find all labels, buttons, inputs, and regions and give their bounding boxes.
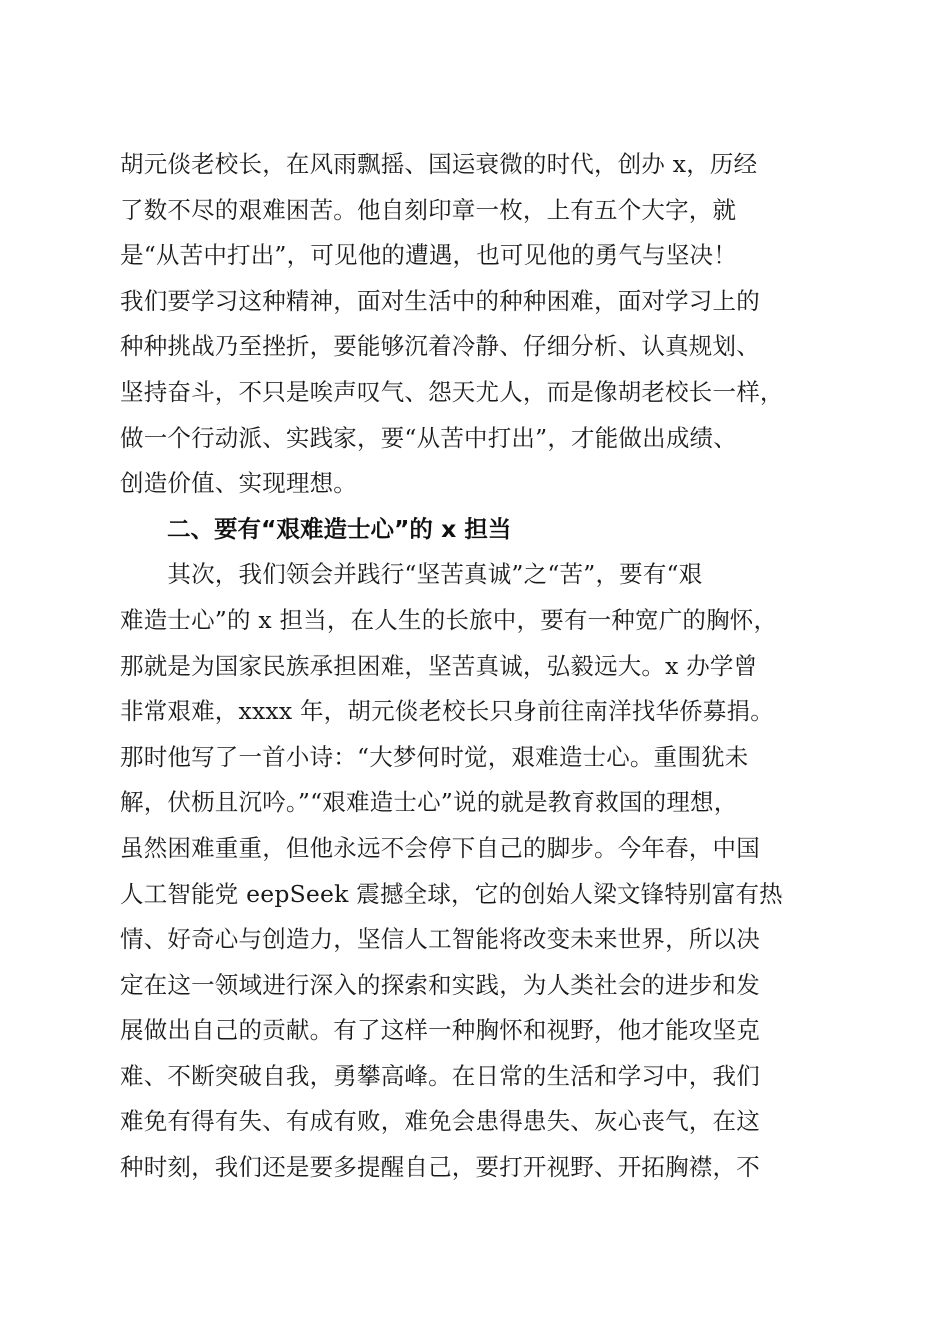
text-line: 坚持奋斗，不只是唉声叹气、怨天尤人，而是像胡老校长一样， [120,377,784,406]
text-line: 定在这一领域进行深入的探索和实践，为人类社会的进步和发 [120,970,760,999]
paragraph-2 [120,552,836,1190]
text-line: 了数不尽的艰难困苦。他自刻印章一枚，上有五个大字，就 [120,195,737,224]
text-line: 难、不断突破自我，勇攀高峰。在日常的生活和学习中，我们 [120,1061,760,1090]
text-line: 人工智能党 eepSeek 震撼全球，它的创始人梁文锋特别富有热 [120,879,783,908]
text-line: 创造价值、实现理想。 [120,469,357,498]
text-line: 难免有得有失、有成有败，难免会患得患失、灰心丧气，在这 [120,1107,760,1136]
text-line: 情、好奇心与创造力，坚信人工智能将改变未来世界，所以决 [120,925,760,954]
text-line: 非常艰难，xxxx 年，胡元倓老校长只身前往南洋找华侨募捐。 [120,697,774,726]
text-line: 我们要学习这种精神，面对生活中的种种困难，面对学习上的 [120,286,760,315]
text-line: 那就是为国家民族承担困难，坚苦真诚，弘毅远大。x 办学曾 [120,651,758,680]
text-line: 其次，我们领会并践行“坚苦真诚”之“苦”，要有“艰 [120,560,703,589]
text-line: 做一个行动派、实践家，要“从苦中打出”，才能做出成绩、 [120,423,737,452]
text-line: 是“从苦中打出”，可见他的遭遇，也可见他的勇气与坚决！ [120,241,737,270]
text-line: 那时他写了一首小诗：“大梦何时觉，艰难造士心。重围犹未 [120,742,749,771]
text-line: 展做出自己的贡献。有了这样一种胸怀和视野，他才能攻坚克 [120,1016,760,1045]
document-body [120,142,836,1191]
text-line: 解，伏枥且沉吟。”“艰难造士心”说的就是教育救国的理想， [120,788,738,817]
text-line: 难造士心”的 x 担当，在人生的长旅中，要有一种宽广的胸怀， [120,605,778,634]
text-line: 胡元倓老校长，在风雨飘摇、国运衰微的时代，创办 x，历经 [120,150,758,178]
text-line: 种时刻，我们还是要多提醒自己，要打开视野、开拓胸襟，不 [120,1153,760,1182]
paragraph-1 [120,142,836,507]
text-line: 种种挑战乃至挫折，要能够沉着冷静、仔细分析、认真规划、 [120,332,760,361]
text-line: 虽然困难重重，但他永远不会停下自己的脚步。今年春，中国 [120,833,760,862]
section-heading: 二、要有“艰难造士心”的 x 担当 [167,514,512,543]
